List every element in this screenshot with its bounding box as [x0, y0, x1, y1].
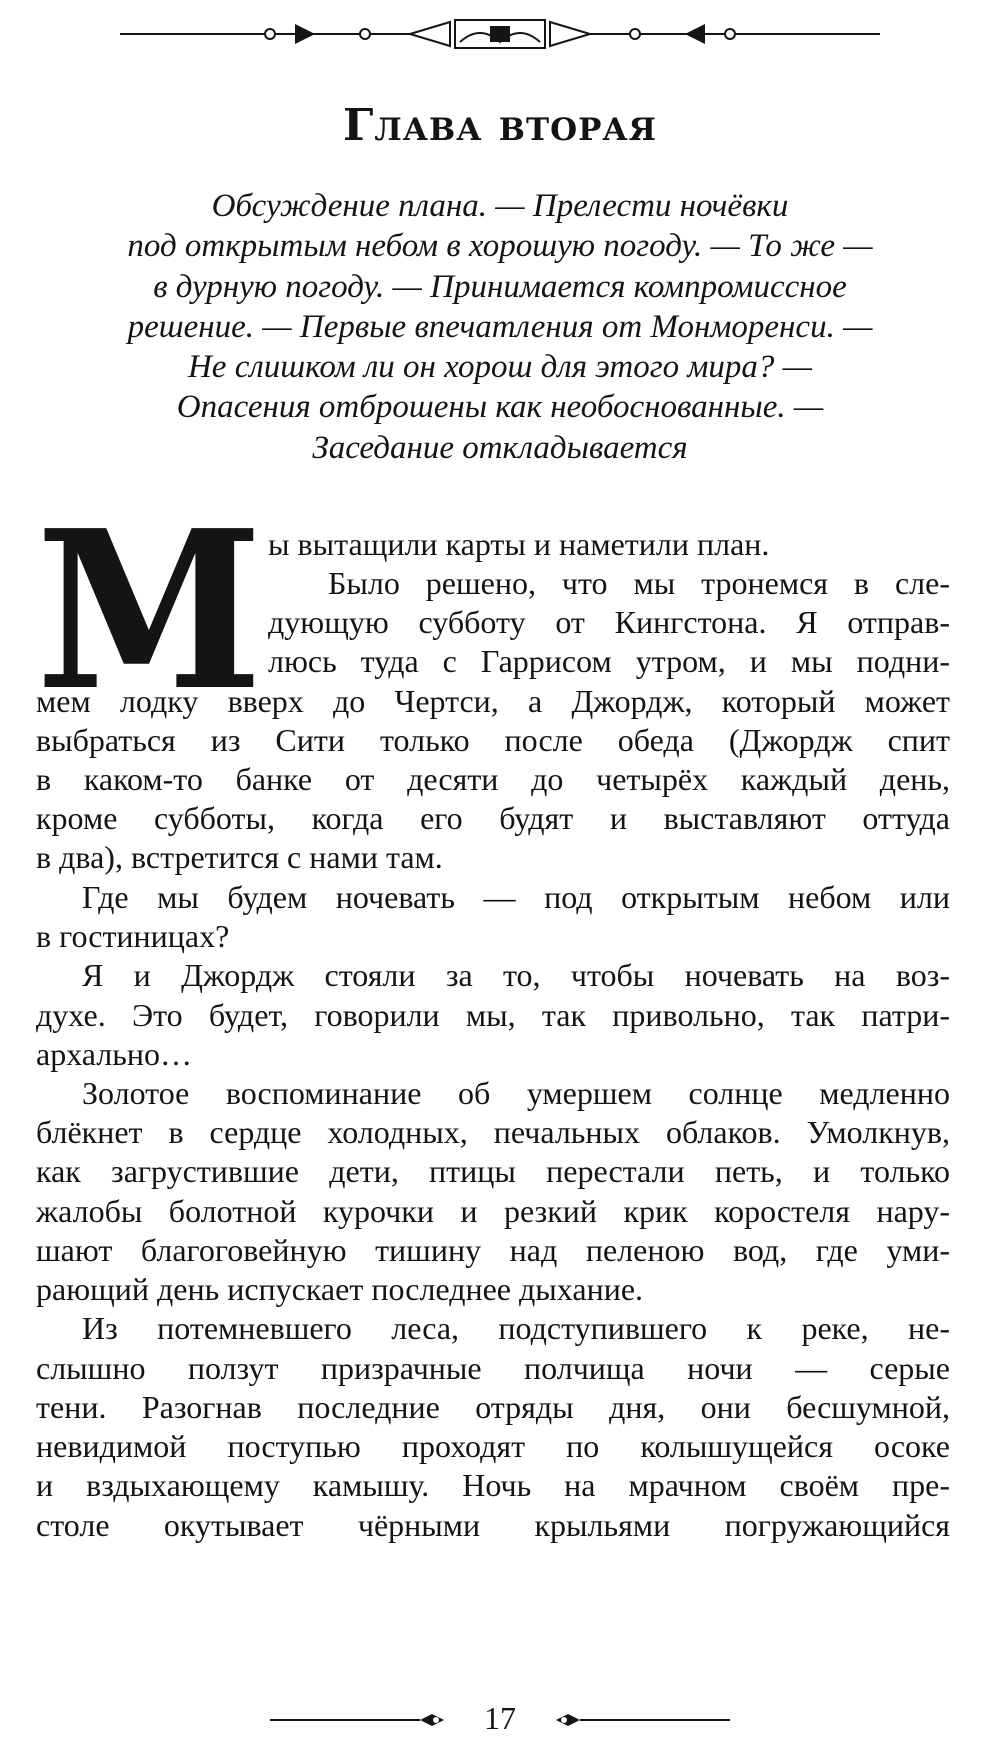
text-line: духе. Это будет, говорили мы, так привольно, так патри-: [36, 997, 950, 1033]
text-line: кроме субботы, когда его будят и выставляют оттуда: [36, 800, 950, 836]
text-line: как загрустившие дети, птицы перестали петь, и только: [36, 1153, 950, 1189]
text-line: тени. Разогнав последние отряды дня, они бесшумной,: [36, 1389, 950, 1425]
summary-line: в дурную погоду. — Принимается компромиссное: [153, 268, 847, 305]
text-line: рающий день испускает последнее дыхание.: [36, 1271, 644, 1307]
summary-line: Не слишком ли он хорош для этого мира? —: [187, 349, 813, 386]
chapter-summary: [40, 186, 960, 468]
text-line: Где мы будем ночевать — под открытым небом или: [82, 879, 950, 915]
text-line: Золотое воспоминание об умершем солнце медленно: [82, 1075, 950, 1111]
text-line: ы вытащили карты и наметили план.: [268, 526, 770, 562]
summary-line: Заседание откладывается: [312, 429, 688, 466]
text-line: жалобы болотной курочки и резкий крик коростеля нару-: [36, 1193, 950, 1229]
chapter-title: Глава вторая: [343, 100, 657, 151]
text-line: в каком-то банке от десяти до четырёх каждый день,: [36, 761, 950, 797]
text-line: невидимой поступью проходят по колышущейся осоке: [36, 1428, 950, 1464]
text-line: блёкнет в сердце холодных, печальных облаков. Умолкнув,: [36, 1114, 950, 1150]
ornament-top-icon: [120, 14, 880, 54]
summary-line: Опасения отброшены как необоснованные. —: [176, 389, 824, 426]
text-line: люсь туда с Гаррисом утром, и мы подни-: [268, 643, 950, 679]
summary-line: решение. — Первые впечатления от Монморенси. —: [127, 308, 873, 345]
summary-line: под открытым небом в хорошую погоду. — То же —: [127, 228, 873, 265]
text-line: архально…: [36, 1036, 192, 1072]
text-line: дующую субботу от Кингстона. Я отправ-: [268, 604, 950, 640]
text-line: столе окутывает чёрными крыльями погружающийся: [36, 1507, 950, 1543]
page-number: 17: [484, 1700, 516, 1736]
summary-line: Обсуждение плана. — Прелести ночёвки: [211, 188, 789, 224]
text-line: Я и Джордж стояли за то, чтобы ночевать на воз-: [82, 957, 950, 993]
text-line: в гостиницах?: [36, 918, 230, 954]
text-line: слышно ползут призрачные полчища ночи — серые: [36, 1350, 950, 1386]
text-line: Из потемневшего леса, подступившего к реке, не-: [82, 1310, 950, 1346]
drop-cap: М: [36, 483, 263, 739]
text-line: шают благоговейную тишину над пеленою вод, где уми-: [36, 1232, 950, 1268]
text-line: мем лодку вверх до Чертси, а Джордж, который может: [36, 683, 950, 719]
text-line: в два), встретится с нами там.: [36, 839, 443, 875]
text-line: Было решено, что мы тронемся в сле-: [328, 565, 950, 601]
text-line: и вздыхающему камышу. Ночь на мрачном своём пре-: [36, 1467, 950, 1503]
text-line: выбраться из Сити только после обеда (Джордж спит: [36, 722, 950, 758]
